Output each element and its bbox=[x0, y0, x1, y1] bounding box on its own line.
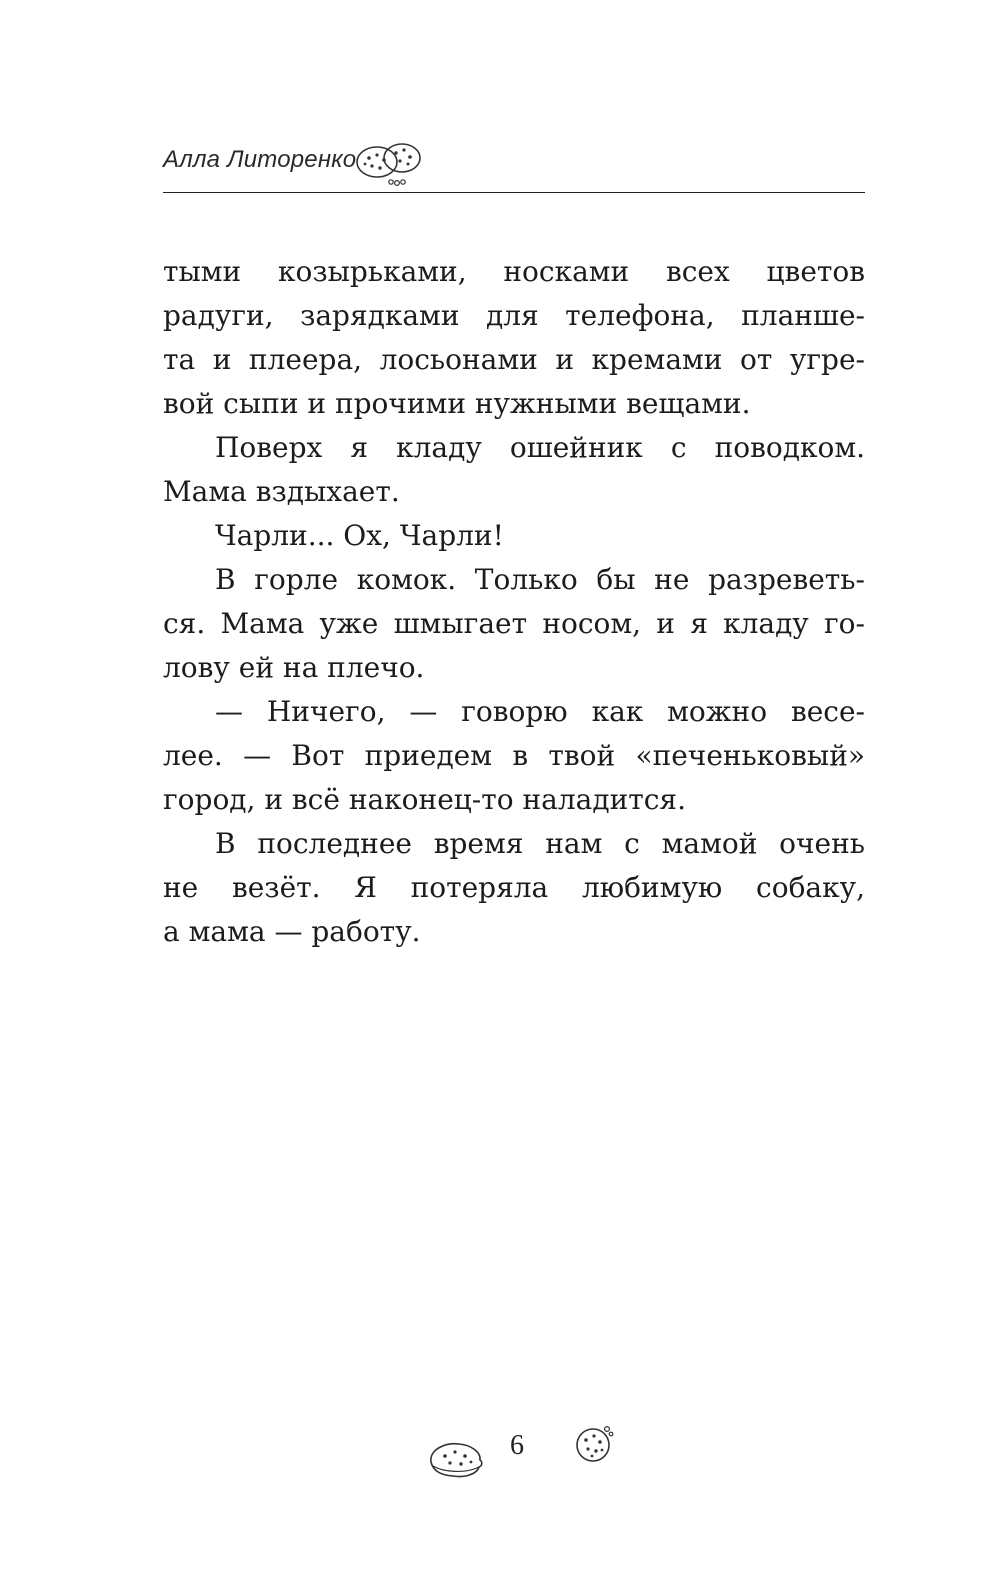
bitten-cookie-icon bbox=[425, 1438, 487, 1480]
text-line: та и плеера, лосьонами и кремами от угре- bbox=[163, 343, 865, 376]
cookies-pair-icon bbox=[353, 136, 425, 188]
body-text bbox=[163, 250, 865, 954]
text-line: Мама вздыхает. bbox=[163, 475, 400, 508]
text-line: — Ничего, — говорю как можно весе- bbox=[215, 695, 865, 728]
text-line: лову ей на плечо. bbox=[163, 651, 425, 684]
text-line: вой сыпи и прочими нужными вещами. bbox=[163, 387, 751, 420]
page-footer bbox=[0, 1410, 1000, 1480]
author-name: Алла Литоренко bbox=[163, 146, 357, 173]
page-number: 6 bbox=[510, 1430, 524, 1461]
text-line: В горле комок. Только бы не разреветь- bbox=[215, 563, 865, 596]
running-header bbox=[163, 136, 865, 194]
text-line: а мама — работу. bbox=[163, 915, 421, 948]
text-line: город, и всё наконец-то наладится. bbox=[163, 783, 686, 816]
text-line: В последнее время нам с мамой очень bbox=[215, 827, 865, 860]
header-rule bbox=[163, 192, 865, 193]
text-line: радуги, зарядками для телефона, планше- bbox=[163, 299, 865, 332]
text-line: Поверх я кладу ошейник с поводком. bbox=[215, 431, 865, 464]
text-line: не везёт. Я потеряла любимую собаку, bbox=[163, 871, 865, 904]
round-cookie-icon bbox=[573, 1422, 615, 1464]
text-line: тыми козырьками, носками всех цветов bbox=[163, 255, 865, 288]
text-line: Чарли... Ох, Чарли! bbox=[215, 519, 504, 552]
text-line: ся. Мама уже шмыгает носом, и я кладу го- bbox=[163, 607, 865, 640]
text-line: лее. — Вот приедем в твой «печеньковый» bbox=[163, 739, 865, 772]
